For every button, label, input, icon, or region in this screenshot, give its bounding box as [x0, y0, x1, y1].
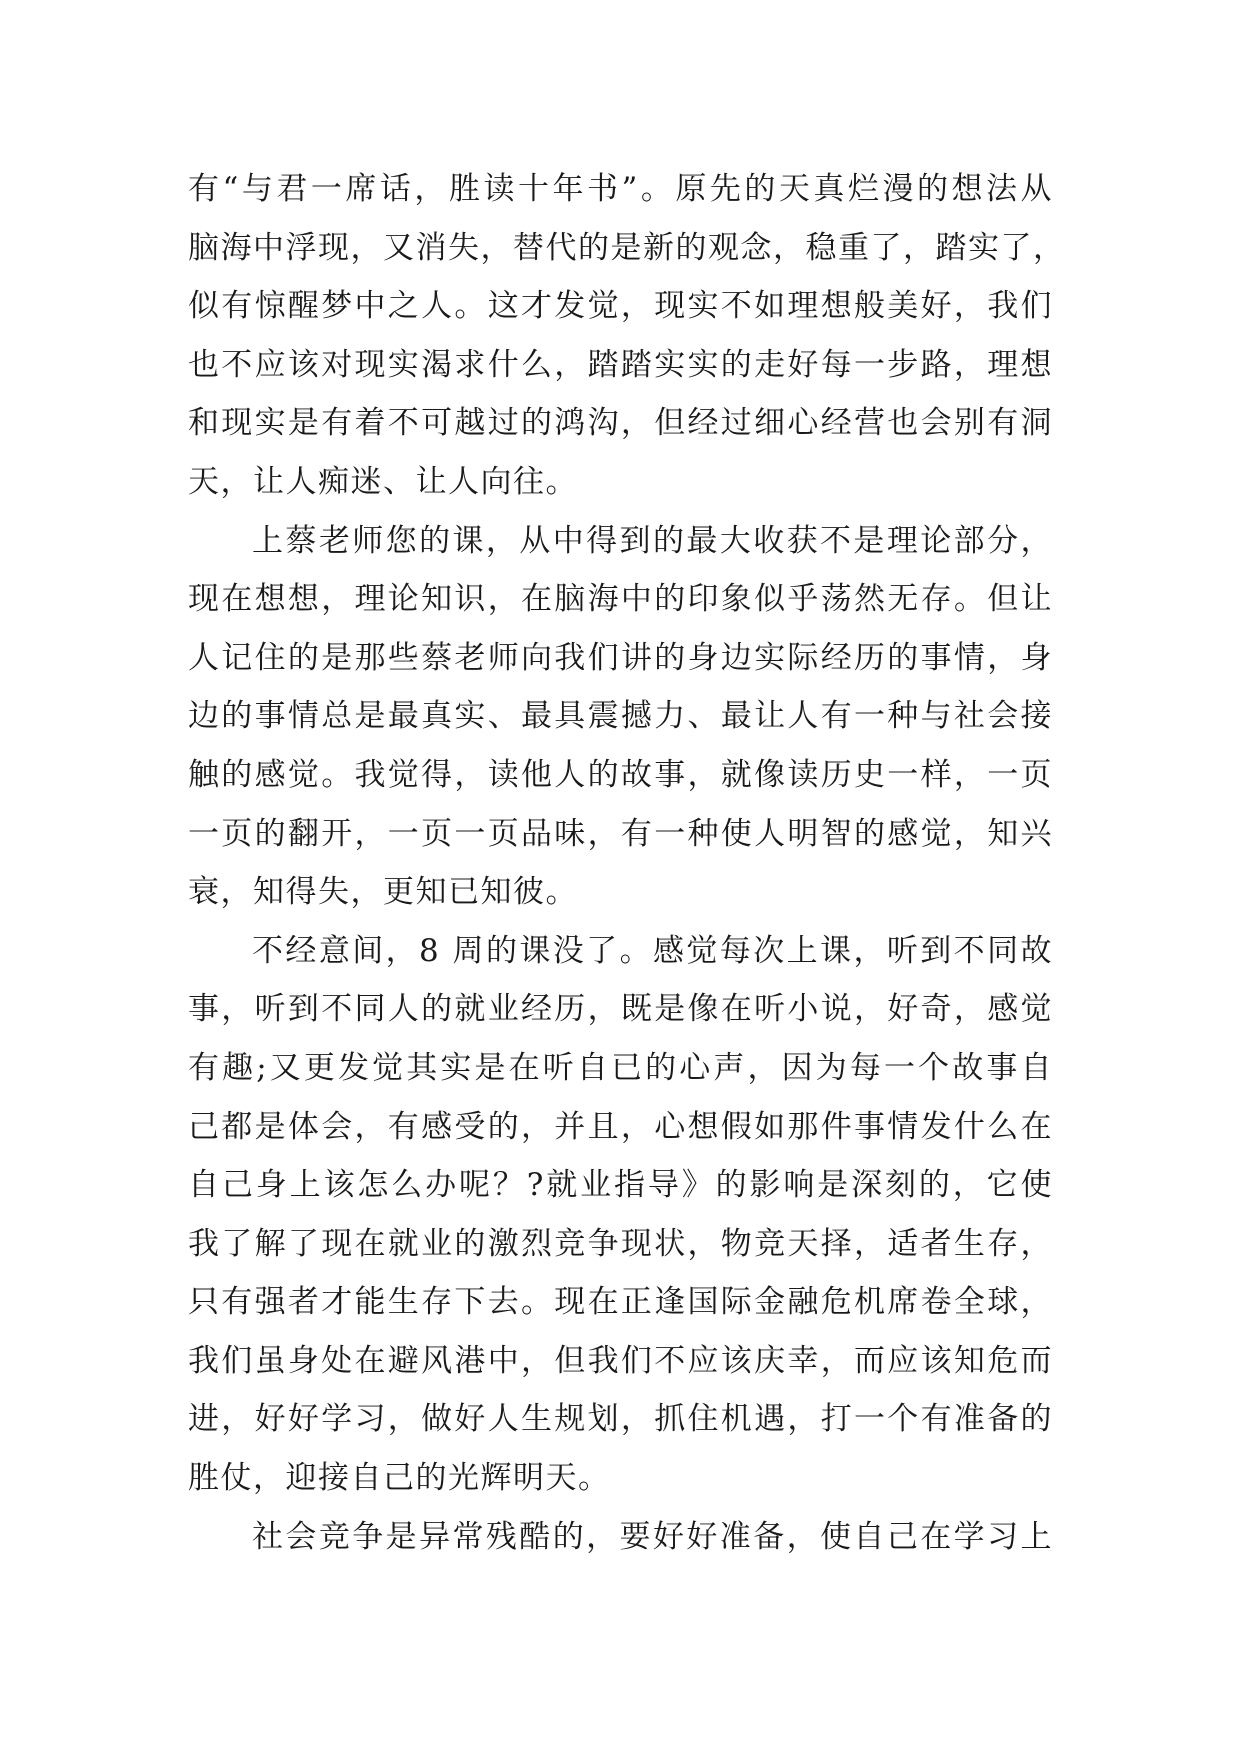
text-line: 天，让人痴迷、让人向往。: [188, 463, 578, 500]
text-line: 现在想想，理论知识，在脑海中的印象似乎荡然无存。但让: [188, 581, 1053, 618]
text-line: 有“与君一席话，胜读十年书”。原先的天真烂漫的想法从: [188, 171, 1053, 207]
paragraph-4: [188, 1508, 1053, 1567]
text-line: 边的事情总是最真实、最具震撼力、最让人有一种与社会接: [188, 698, 1053, 735]
paragraph-2: [188, 512, 1053, 922]
text-line: 脑海中浮现，又消失，替代的是新的观念，稳重了，踏实了，: [188, 229, 1066, 266]
text-line: 自己身上该怎么办呢？?就业指导》的影响是深刻的，它使: [188, 1167, 1053, 1204]
text-line: 我们虽身处在避风港中，但我们不应该庆幸，而应该知危而: [188, 1342, 1053, 1379]
text-line: 衰，知得失，更知已知彼。: [188, 874, 578, 911]
text-line: 有趣;又更发觉其实是在听自已的心声，因为每一个故事自: [188, 1049, 1053, 1086]
paragraph-3: [188, 922, 1053, 1508]
text-line: 只有强者才能生存下去。现在正逢国际金融危机席卷全球，: [188, 1284, 1053, 1321]
text-line: 事，听到不同人的就业经历，既是像在听小说，好奇，感觉: [188, 991, 1053, 1028]
text-line: 人记住的是那些蔡老师向我们讲的身边实际经历的事情，身: [188, 639, 1053, 676]
text-line: 一页的翻开，一页一页品味，有一种使人明智的感觉，知兴: [188, 815, 1053, 852]
text-line: 社会竞争是异常残酷的，要好好准备，使自己在学习上: [252, 1518, 1053, 1555]
document-body: [188, 160, 1066, 1566]
text-line: 也不应该对现实渴求什么，踏踏实实的走好每一步路，理想: [188, 346, 1053, 383]
text-line: 己都是体会，有感受的，并且，心想假如那件事情发什么在: [188, 1108, 1053, 1145]
text-line: 上蔡老师您的课，从中得到的最大收获不是理论部分，: [252, 522, 1053, 559]
text-line: 不经意间，8 周的课没了。感觉每次上课，听到不同故: [252, 932, 1053, 969]
text-line: 触的感觉。我觉得，读他人的故事，就像读历史一样，一页: [188, 756, 1053, 793]
paragraph-1: [188, 160, 1066, 512]
text-line: 和现实是有着不可越过的鸿沟，但经过细心经营也会别有洞: [188, 405, 1053, 442]
text-line: 我了解了现在就业的激烈竞争现状，物竞天择，适者生存，: [188, 1225, 1053, 1262]
text-line: 似有惊醒梦中之人。这才发觉，现实不如理想般美好，我们: [188, 288, 1053, 325]
text-line: 进，好好学习，做好人生规划，抓住机遇，打一个有准备的: [188, 1401, 1053, 1438]
text-line: 胜仗，迎接自己的光辉明天。: [188, 1460, 611, 1497]
